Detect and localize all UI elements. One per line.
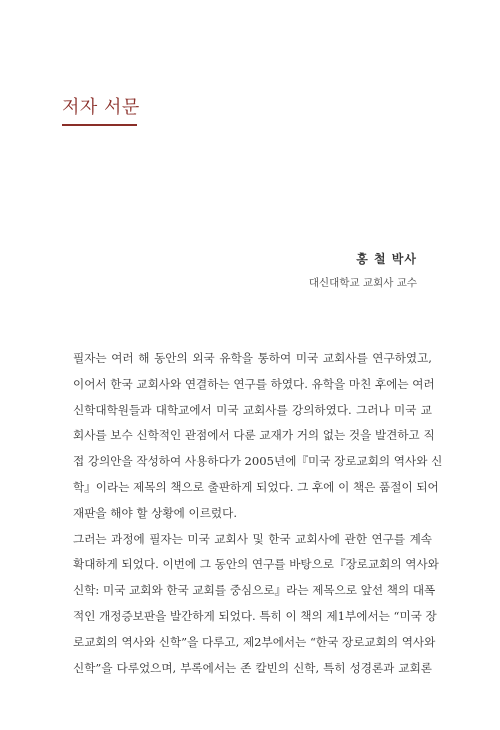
section-title: 저자 서문 bbox=[62, 97, 140, 118]
text-line: 학』이라는 제목의 책으로 출판하게 되었다. 그 후에 이 책은 품절이 되어 bbox=[73, 479, 439, 494]
paragraph-1 bbox=[62, 346, 443, 527]
paragraph-2 bbox=[62, 527, 439, 682]
body-text bbox=[62, 346, 443, 681]
title-underline bbox=[62, 124, 137, 126]
text-line: 이어서 한국 교회사와 연결하는 연구를 하였다. 유학을 마친 후에는 여러 bbox=[73, 376, 435, 391]
text-line: 신학: 미국 교회와 한국 교회를 중심으로』라는 제목으로 앞선 책의 대폭 bbox=[73, 583, 436, 598]
text-line: 재판을 해야 할 상황에 이르렀다. bbox=[73, 505, 238, 520]
text-line: 확대하게 되었다. 이번에 그 동안의 연구를 바탕으로『장로교회의 역사와 bbox=[73, 557, 439, 572]
text-line: 접 강의안을 작성하여 사용하다가 2005년에『미국 장로교회의 역사와 신 bbox=[73, 454, 443, 469]
text-line: 신학”을 다루었으며, 부록에서는 존 칼빈의 신학, 특히 성경론과 교회론 bbox=[73, 660, 432, 675]
text-line: 적인 개정증보판을 발간하게 되었다. 특히 이 책의 제1부에서는 “미국 장 bbox=[73, 608, 437, 623]
text-line: 그러는 과정에 필자는 미국 교회사 및 한국 교회사에 관한 연구를 계속 bbox=[73, 531, 432, 546]
author-affiliation: 대신대학교 교회사 교수 bbox=[308, 277, 417, 289]
author-block bbox=[309, 250, 417, 290]
text-line: 회사를 보수 신학적인 관점에서 다룬 교재가 거의 없는 것을 발견하고 직 bbox=[73, 428, 435, 443]
text-line: 필자는 여러 해 동안의 외국 유학을 통하여 미국 교회사를 연구하였고, bbox=[73, 351, 432, 365]
text-line: 로교회의 역사와 신학”을 다루고, 제2부에서는 “한국 장로교회의 역사와 bbox=[73, 634, 436, 649]
text-line: 신학대학원들과 대학교에서 미국 교회사를 강의하였다. 그러나 미국 교 bbox=[73, 402, 432, 417]
author-name: 홍 철 박사 bbox=[356, 252, 417, 266]
